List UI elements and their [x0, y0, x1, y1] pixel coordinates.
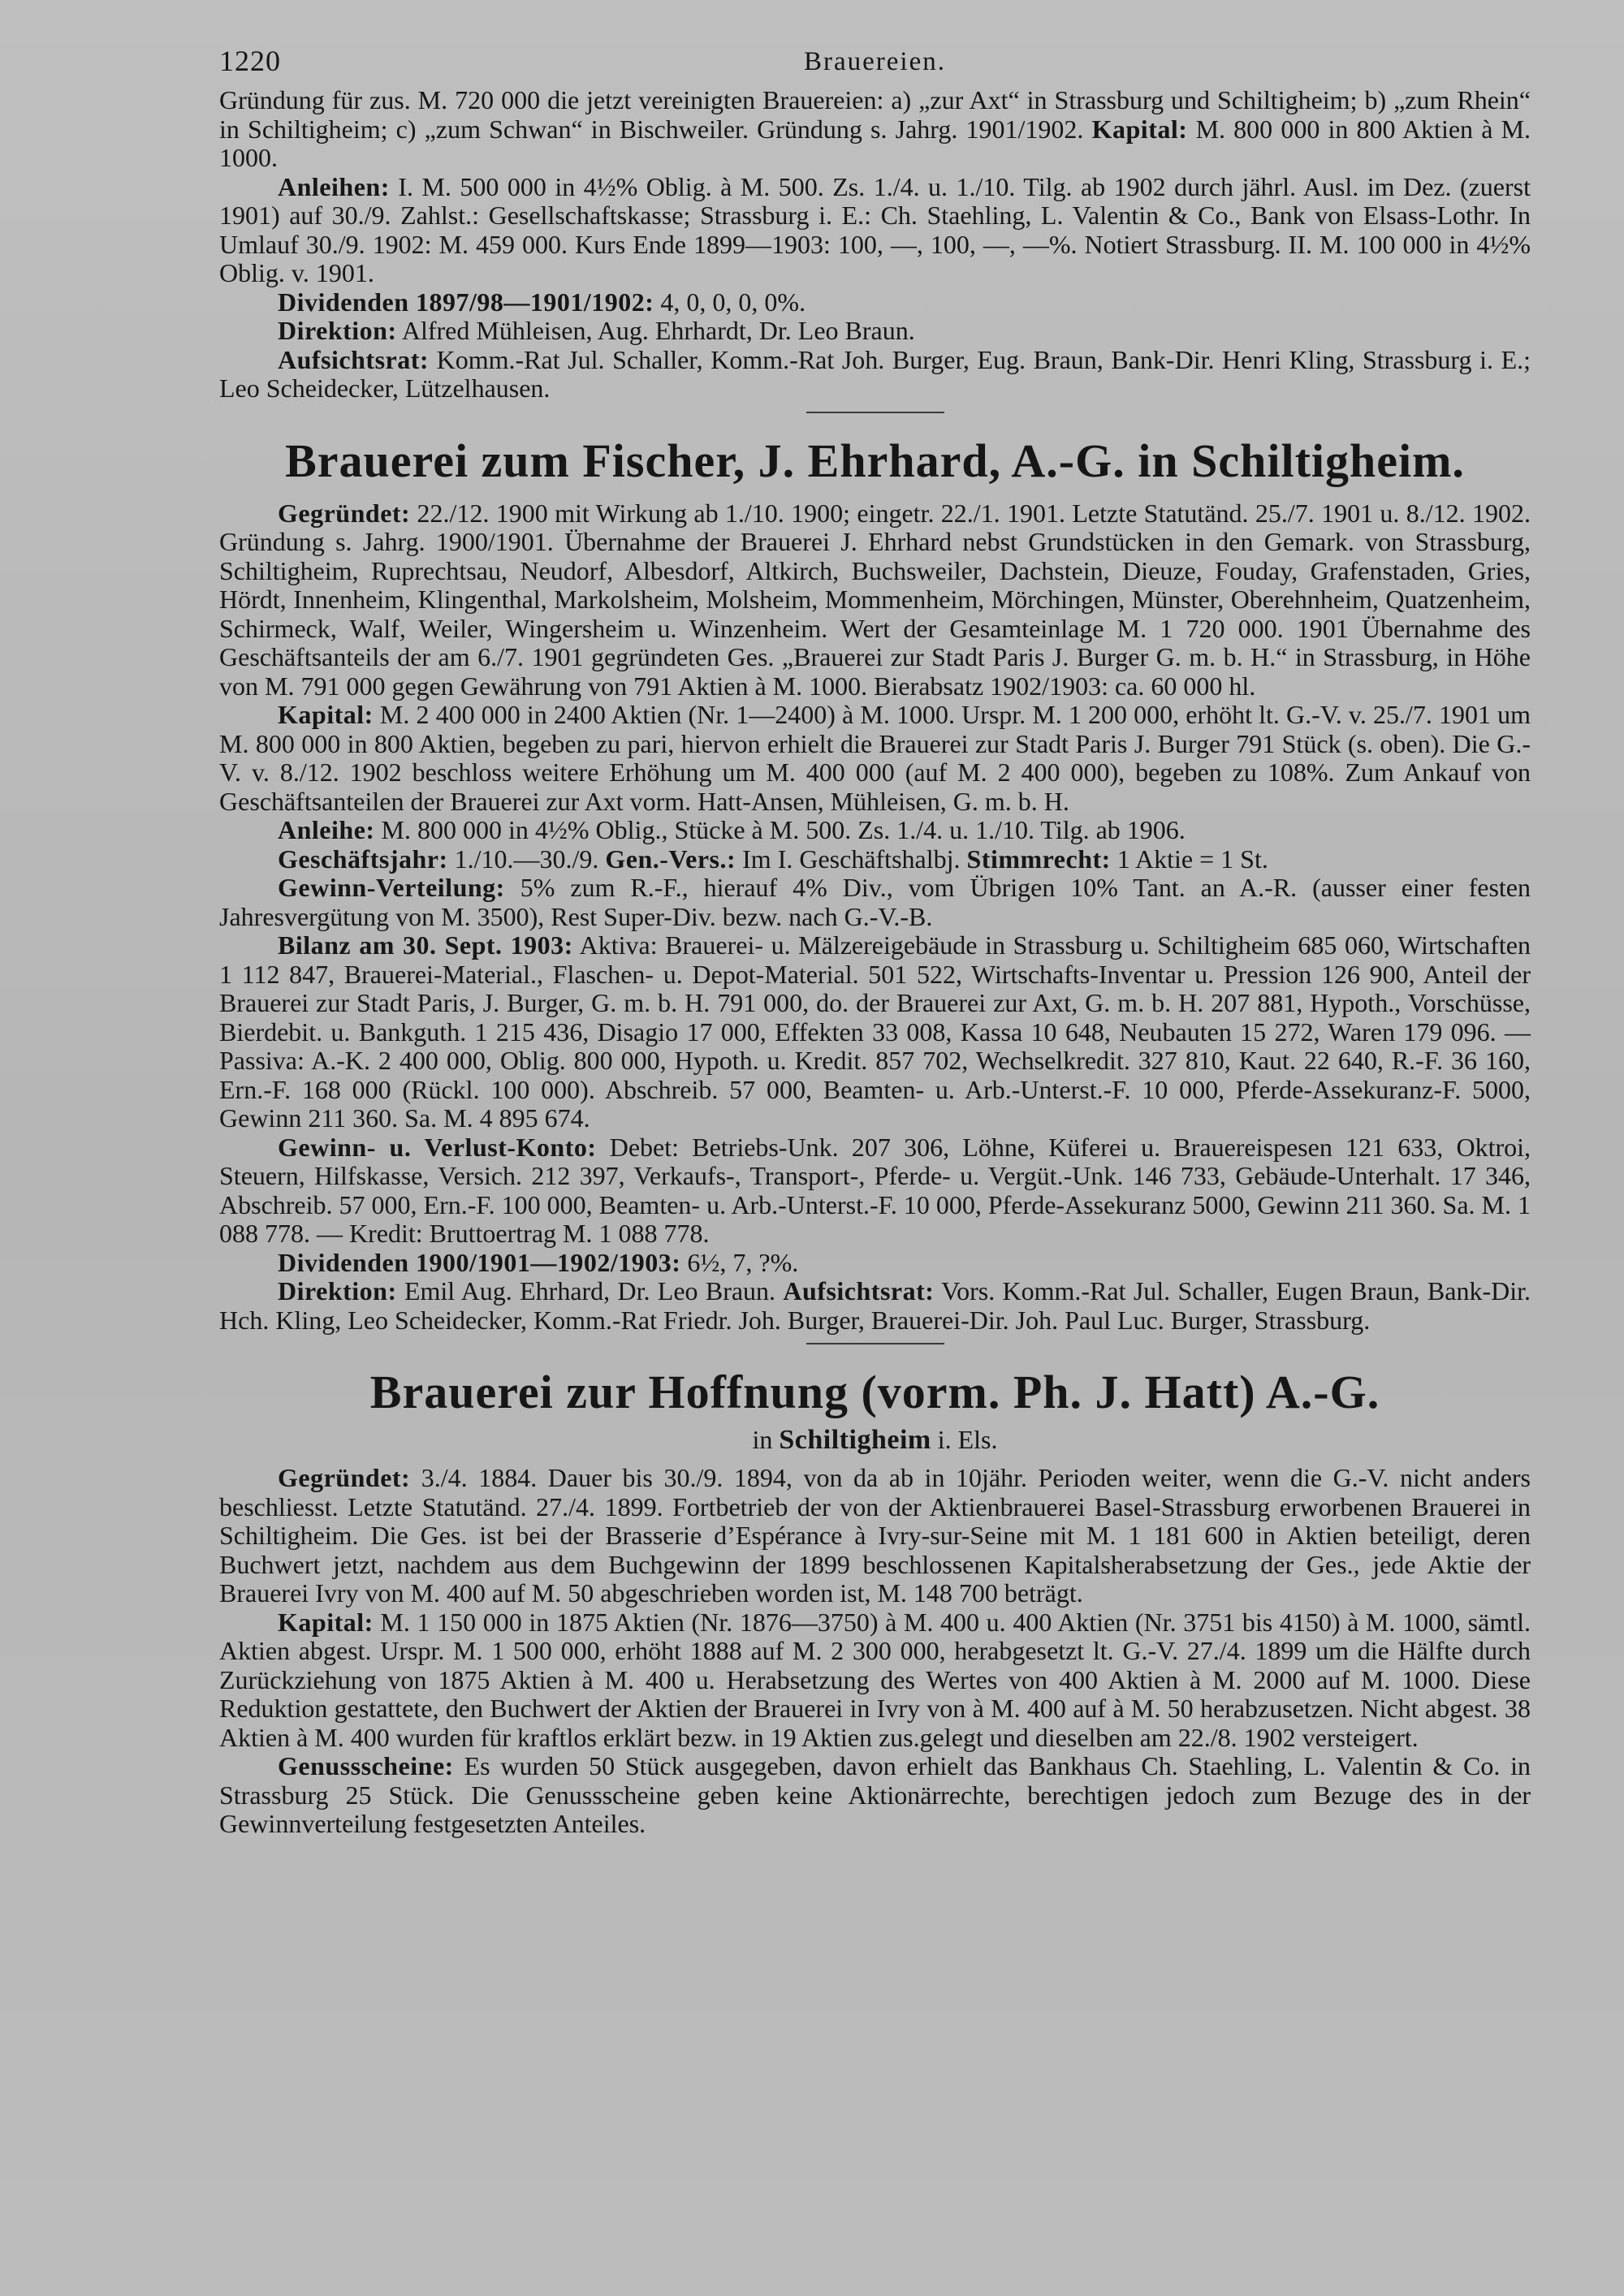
- fischer-gewinn-label: Gewinn-Verteilung:: [278, 873, 505, 902]
- fischer-title: Brauerei zum Fischer, J. Ehrhard, A.-G. in Schiltigheim.: [285, 434, 1465, 487]
- fischer-anleihe-label: Anleihe:: [278, 815, 375, 844]
- page-content: [219, 39, 1531, 1839]
- hoffnung-subtitle-city: Schiltigheim: [779, 1425, 931, 1455]
- section-divider: [806, 412, 944, 413]
- hoffnung-kapital-paragraph: [219, 1608, 1531, 1753]
- fischer-gj-label: Geschäftsjahr:: [278, 844, 448, 874]
- running-title: Brauereien.: [804, 47, 946, 76]
- fischer-dividenden-label: Dividenden 1900/1901—1902/1903:: [278, 1247, 681, 1277]
- hoffnung-subtitle-post: i. Els.: [937, 1425, 998, 1454]
- fischer-kapital-paragraph: [219, 701, 1531, 816]
- anleihen-text: I. M. 500 000 in 4½% Oblig. à M. 500. Zs. 1./4. u. 1./10. Tilg. ab 1902 durch jährl. Ausl. im Dez. (zuerst 1901) auf 30./9. Zahlst.: Gesellschaftskasse; Strassburg i. E.: Ch. Staehling, L. Valentin & Co., Bank von Elsass-Lothr. In Umlauf 30./9. 1902: M. 459 000. Kurs Ende 1899—1903: 100, —, 100, —, —%. Notiert Strassburg. II. M. 100 000 in 4½% Oblig. v. 1901.: [219, 171, 1531, 287]
- hoffnung-genussscheine-paragraph: [219, 1752, 1531, 1839]
- running-header: [219, 39, 1531, 86]
- intro-paragraph: [219, 86, 1531, 173]
- fischer-bilanz-label: Bilanz am 30. Sept. 1903:: [278, 930, 573, 960]
- intro-aufsichtsrat-paragraph: [219, 346, 1531, 404]
- fischer-gj-text: 1./10.—30./9.: [454, 844, 599, 874]
- fischer-gewinn-text: 5% zum R.-F., hierauf 4% Div., vom Übrigen 10% Tant. an A.-R. (ausser einer festen Jahresvergütung von M. 3500), Rest Super-Div. bezw. nach G.-V.-B.: [219, 873, 1531, 931]
- intro-direktion-text: Alfred Mühleisen, Aug. Ehrhardt, Dr. Leo Braun.: [401, 316, 915, 345]
- fischer-kapital-text: M. 2 400 000 in 2400 Aktien (Nr. 1—2400) à M. 1000. Urspr. M. 1 200 000, erhöht lt. G.-V. v. 25./7. 1901 um M. 800 000 in 800 Aktien, begeben zu pari, hiervon erhielt die Brauerei zur Stadt Paris J. Burger 791 Stück (s. oben). Die G.-V. v. 8./12. 1902 beschloss weitere Erhöhung um M. 400 000 (auf M. 2 400 000), begeben zu 108%. Zum Ankauf von Geschäftsanteilen der Brauerei zur Axt vorm. Hatt-Ansen, Mühleisen, G. m. b. H.: [219, 700, 1531, 816]
- fischer-direktion-label: Direktion:: [278, 1276, 397, 1306]
- section-divider: [806, 1343, 944, 1344]
- intro-dividenden-label: Dividenden 1897/98—1901/1902:: [278, 287, 654, 317]
- hoffnung-kapital-text: M. 1 150 000 in 1875 Aktien (Nr. 1876—3750) à M. 400 u. 400 Aktien (Nr. 3751 bis 4150) à M. 1000, sämtl. Aktien abgest. Urspr. M. 1 500 000, erhöht 1888 auf M. 2 300 000, herabgesetzt lt. G.-V. 27./4. 1899 um die Hälfte durch Zurückziehung von 1875 Aktien à M. 400 u. Herabsetzung des Wertes von 400 Aktien à M. 2000 auf M. 1000. Diese Reduktion gestattete, den Buchwert der Aktien der Brauerei in Ivry von à M. 400 auf à M. 50 herabzusetzen. Nicht abgest. 38 Aktien à M. 400 wurden für kraftlos erklärt bezw. in 19 Aktien zus.gelegt und dieselben am 22./8. 1902 versteigert.: [219, 1607, 1531, 1752]
- fischer-guv-text: Debet: Betriebs-Unk. 207 306, Löhne, Küferei u. Brauereispesen 121 633, Oktroi, Steuern, Hilfskasse, Versich. 212 397, Verkaufs-, Transport-, Pferde- u. Vergüt.-Unk. 146 733, Gebäude-Unterhalt. 17 346, Abschreib. 57 000, Ern.-F. 100 000, Beamten- u. Arb.-Unterst.-F. 10 000, Pferde-Assekuranz 5000, Gewinn 211 360. Sa. M. 1 088 778. — Kredit: Bruttoertrag M. 1 088 778.: [219, 1132, 1531, 1248]
- hoffnung-gegruendet-text: 3./4. 1884. Dauer bis 30./9. 1894, von da ab in 10jähr. Perioden weiter, wenn die G.-V. nicht anders beschliesst. Letzte Statutänd. 27./4. 1899. Fortbetrieb der von der Aktienbrauerei Basel-Strassburg erworbenen Brauerei in Schiltigheim. Die Ges. ist bei der Brasserie d’Espérance à Ivry-sur-Seine mit M. 1 181 600 in Aktien beteiligt, deren Buchwert jetzt, nachdem aus dem Buchgewinn der 1899 beschlossenen Kapitalsherabsetzung der Ges., jede Aktie der Brauerei Ivry von M. 400 auf M. 50 abgeschrieben worden ist, M. 148 700 beträgt.: [219, 1463, 1531, 1608]
- intro-direktion-paragraph: [219, 317, 1531, 346]
- fischer-gegruendet-label: Gegründet:: [278, 498, 411, 528]
- intro-text: Gründung für zus. M. 720 000 die jetzt vereinigten Brauereien: a) „zur Axt“ in Strassburg und Schiltigheim; b) „zum Rhein“ in Schiltigheim; c) „zum Schwan“ in Bischweiler. Gründung s. Jahrg. 1901/1902.: [219, 85, 1531, 144]
- intro-kapital-label: Kapital:: [1091, 114, 1188, 144]
- fischer-gegruendet-text: 22./12. 1900 mit Wirkung ab 1./10. 1900; eingetr. 22./1. 1901. Letzte Statutänd. 25./7. 1901 u. 8./12. 1902. Gründung s. Jahrg. 1900/1901. Übernahme der Brauerei J. Ehrhard nebst Grundstücken in den Gemark. von Strassburg, Schiltigheim, Ruprechtsau, Neudorf, Albesdorf, Altkirch, Buchsweiler, Dachstein, Dieuze, Fouday, Grafenstaden, Gries, Hördt, Innenheim, Klingenthal, Markolsheim, Molsheim, Mommenheim, Mörchingen, Münster, Oberehnheim, Quatzenheim, Schirmeck, Walf, Weiler, Wingersheim u. Winzenheim. Wert der Gesamteinlage M. 1 720 000. 1901 Übernahme des Geschäftsanteils der am 6./7. 1901 gegründeten Ges. „Brauerei zur Stadt Paris J. Burger G. m. b. H.“ in Strassburg, in Höhe von M. 791 000 gegen Gewährung von 791 Aktien à M. 1000. Bierabsatz 1902/1903: ca. 60 000 hl.: [219, 498, 1531, 701]
- fischer-aufsichtsrat-text: Vors. Komm.-Rat Jul. Schaller, Eugen Braun, Bank-Dir. Hch. Kling, Leo Scheidecker, Komm.-Rat Friedr. Joh. Burger, Brauerei-Dir. Joh. Paul Luc. Burger, Strassburg.: [219, 1276, 1531, 1335]
- hoffnung-gegruendet-paragraph: [219, 1464, 1531, 1608]
- fischer-gegruendet-paragraph: [219, 499, 1531, 701]
- fischer-aufsichtsrat-label: Aufsichtsrat:: [783, 1276, 935, 1306]
- hoffnung-kapital-label: Kapital:: [278, 1607, 374, 1637]
- hoffnung-genussscheine-text: Es wurden 50 Stück ausgegeben, davon erhielt das Bankhaus Ch. Staehling, L. Valentin & Co. in Strassburg 25 Stück. Die Genussscheine geben keine Aktionärrechte, berechtigen jedoch zum Bezuge des in der Gewinnverteilung festgesetzten Anteiles.: [219, 1751, 1531, 1838]
- fischer-stimmrecht-text: 1 Aktie = 1 St.: [1116, 844, 1268, 874]
- page-number: 1220: [219, 45, 281, 77]
- intro-direktion-label: Direktion:: [278, 316, 397, 345]
- fischer-anleihe-text: M. 800 000 in 4½% Oblig., Stücke à M. 500. Zs. 1./4. u. 1./10. Tilg. ab 1906.: [381, 815, 1186, 844]
- intro-aufsichtsrat-text: Komm.-Rat Jul. Schaller, Komm.-Rat Joh. Burger, Eug. Braun, Bank-Dir. Henri Kling, Strassburg i. E.; Leo Scheidecker, Lützelhausen.: [219, 344, 1531, 403]
- fischer-dividenden-text: 6½, 7, ?%.: [687, 1247, 799, 1277]
- fischer-anleihe-paragraph: [219, 816, 1531, 845]
- fischer-direktion-text: Emil Aug. Ehrhard, Dr. Leo Braun.: [404, 1276, 776, 1306]
- anleihen-paragraph: [219, 173, 1531, 288]
- fischer-direktion-paragraph: [219, 1277, 1531, 1335]
- fischer-stimmrecht-label: Stimmrecht:: [966, 844, 1111, 874]
- fischer-bilanz-text: Aktiva: Brauerei- u. Mälzereigebäude in Strassburg u. Schiltigheim 685 060, Wirtschaften 1 112 847, Brauerei-Material., Flaschen- u. Depot-Material. 501 522, Wirtschafts-Inventar u. Pression 126 900, Anteil der Brauerei zur Stadt Paris, J. Burger, G. m. b. H. 791 000, do. der Brauerei zur Axt, G. m. b. H. 207 881, Hypoth., Vorschüsse, Bierdebit. u. Bankguth. 1 215 436, Disagio 17 000, Effekten 33 008, Kassa 10 648, Neubauten 15 272, Waren 179 096. — Passiva: A.-K. 2 400 000, Oblig. 800 000, Hypoth. u. Kredit. 857 702, Wechselkredit. 327 810, Kaut. 22 640, R.-F. 36 160, Ern.-F. 168 000 (Rückl. 100 000). Abschreib. 57 000, Beamten- u. Arb.-Unterst.-F. 10 000, Pferde-Assekuranz-F. 5000, Gewinn 211 360. Sa. M. 4 895 674.: [219, 930, 1531, 1133]
- fischer-bilanz-paragraph: [219, 931, 1531, 1133]
- intro-aufsichtsrat-label: Aufsichtsrat:: [278, 344, 430, 374]
- fischer-guv-paragraph: [219, 1133, 1531, 1249]
- hoffnung-subtitle: [219, 1422, 1531, 1457]
- fischer-gv-text: Im I. Geschäftshalbj.: [742, 844, 961, 874]
- anleihen-label: Anleihen:: [278, 171, 390, 201]
- intro-dividenden-text: 4, 0, 0, 0, 0%.: [660, 287, 806, 317]
- hoffnung-title: Brauerei zur Hoffnung (vorm. Ph. J. Hatt) A.-G.: [369, 1366, 1380, 1418]
- fischer-geschaeftsjahr-paragraph: [219, 845, 1531, 874]
- fischer-gv-label: Gen.-Vers.:: [605, 844, 736, 874]
- intro-kapital: M. 800 000 in 800 Aktien à M. 1000.: [219, 114, 1531, 172]
- fischer-guv-label: Gewinn- u. Verlust-Konto:: [278, 1132, 597, 1162]
- fischer-gewinn-paragraph: [219, 874, 1531, 931]
- hoffnung-subtitle-pre: in: [752, 1425, 773, 1454]
- intro-dividenden-paragraph: [219, 288, 1531, 317]
- hoffnung-gegruendet-label: Gegründet:: [278, 1463, 411, 1492]
- fischer-kapital-label: Kapital:: [278, 700, 374, 729]
- fischer-dividenden-paragraph: [219, 1249, 1531, 1278]
- hoffnung-genussscheine-label: Genussscheine:: [278, 1751, 454, 1780]
